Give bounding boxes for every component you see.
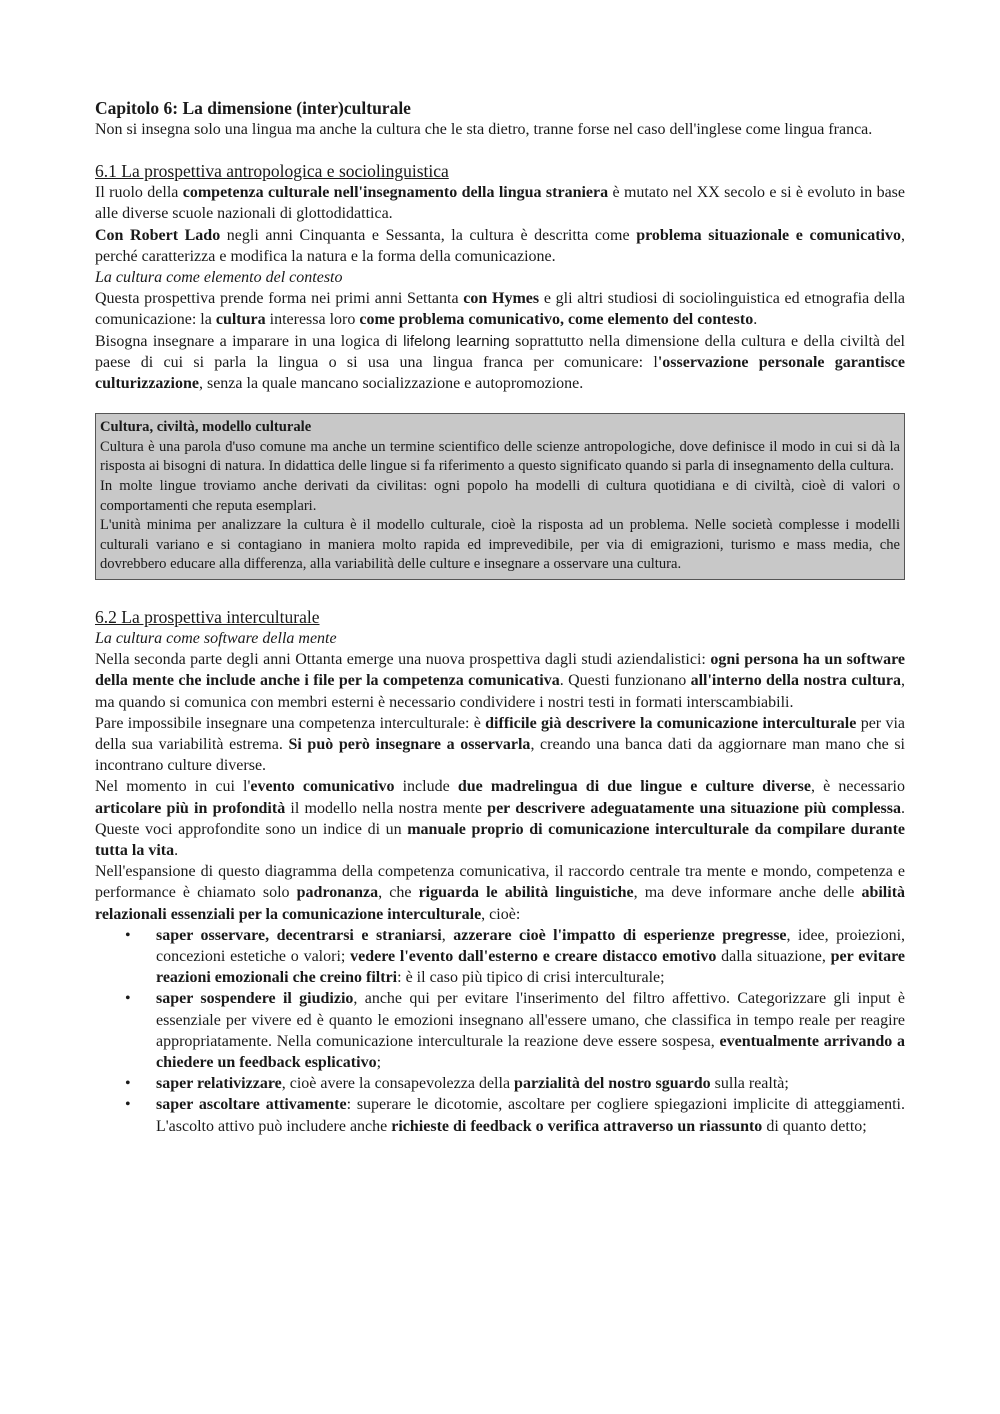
paragraph: Pare impossibile insegnare una competenza interculturale: è difficile già descrivere la comunicazione interculturale per via della sua variabilità estrema. Si può però insegnare a osservarla, creando una banca dati da aggiornare man mano che si incontrano culture diverse. [95, 714, 906, 775]
box-title: Cultura, civiltà, modello culturale [100, 419, 312, 436]
paragraph: Nella seconda parte degli anni Ottanta emerge una nuova prospettiva dagli studi aziendalistici: ogni persona ha un software della mente che include anche i file per la competenza comunicativa. Questi funzionano all'interno della nostra cultura, ma quando si comunica con membri esterni è necessario condividere i nostri testi in formati interscambiabili. [95, 651, 906, 711]
subsection-title: La cultura come elemento del contesto [95, 269, 343, 287]
section-title-6-2: 6.2 La prospettiva interculturale [95, 606, 320, 627]
paragraph: Nel momento in cui l'evento comunicativo include due madrelingua di due lingue e culture diverse, è necessario articolare più in profondità il modello nella nostra mente per descrivere adeguatamente una situazione più complessa. Queste voci approfondite sono un indice di un manuale proprio di comunicazione interculturale da compilare durante tutta la vita. [95, 778, 906, 860]
chapter-title: Capitolo 6: La dimensione (inter)culturale [95, 98, 411, 118]
list-item: • saper relativizzare, cioè avere la consapevolezza della parzialità del nostro sguardo sulla realtà; [95, 1073, 905, 1094]
box-paragraph: Cultura è una parola d'uso comune ma anche un termine scientifico delle scienze antropologiche, dove definisce il modo in cui si dà la risposta ai bisogni di natura. In didattica delle lingue si fa riferimento a questo significato quando si parla di insegnamento della cultura. [100, 438, 900, 475]
list-item: • saper osservare, decentrarsi e straniarsi, azzerare cioè l'impatto di esperienze pregresse, idee, proiezioni, concezioni estetiche o valori; vedere l'evento dall'esterno e creare distacco emotivo dalla situazione, per evitare reazioni emozionali che creino filtri: è il caso più tipico di crisi interculturale; [125, 926, 906, 987]
box-paragraph: In molte lingue troviamo anche derivati da civilitas: ogni popolo ha modelli di cultura quotidiana e di civiltà, cioè di valori o comportamenti che reputa esemplari. [100, 478, 900, 514]
subsection-title: La cultura come software della mente [95, 629, 337, 647]
bullet-list [95, 925, 905, 1137]
list-item: • saper ascoltare attivamente: superare le dicotomie, ascoltare per cogliere spiegazioni implicite di atteggiamenti. L'ascolto attivo può includere anche richieste di feedback o verifica attraverso un riassunto di quanto detto; [125, 1096, 905, 1135]
paragraph: Nell'espansione di questo diagramma della competenza comunicativa, il raccordo centrale tra mente e mondo, competenza e performance è chiamato solo padronanza, che riguarda le abilità linguistiche, ma deve informare anche delle abilità relazionali essenziali per la comunicazione interculturale, cioè: [95, 863, 906, 923]
section-title-6-1: 6.1 La prospettiva antropologica e sociolinguistica [95, 161, 449, 182]
document-page [95, 97, 905, 1137]
paragraph: Questa prospettiva prende forma nei primi anni Settanta con Hymes e gli altri studiosi di sociolinguistica ed etnografia della comunicazione: la cultura interessa loro come problema comunicativo, come elemento del contesto. [95, 290, 906, 329]
bullet-icon: • [125, 990, 131, 1008]
info-box [95, 413, 905, 580]
box-paragraph: L'unità minima per analizzare la cultura è il modello culturale, cioè la risposta ad un problema. Nelle società complesse i modelli culturali variano e si contagiano in maniera molto rapida ed imprevedibile, per via di emigrazioni, turismo e mass media, che dovrebbero educare alla differenza, alla variabilità delle culture e insegnare a osservare una cultura. [100, 517, 900, 573]
paragraph: Con Robert Lado negli anni Cinquanta e Sessanta, la cultura è descritta come problema situazionale e comunicativo, perché caratterizza e modifica la natura e la forma della comunicazione. [95, 226, 905, 265]
list-item: • saper sospendere il giudizio, anche qui per evitare l'inserimento del filtro affettivo. Categorizzare gli input è essenziale per vivere ed è quanto le emozioni insegnano all'essere umano, che classifica in tempo reale per reagire appropriatamente. Nella comunicazione interculturale la reazione deve essere sospesa, eventualmente arrivando a chiedere un feedback esplicativo; [125, 990, 906, 1072]
paragraph: Il ruolo della competenza culturale nell'insegnamento della lingua straniera è mutato nel XX secolo e si è evoluto in base alle diverse scuole nazionali di glottodidattica. [95, 184, 905, 223]
paragraph: Bisogna insegnare a imparare in una logica di lifelong learning soprattutto nella dimensione della cultura e della civiltà del paese di cui si parla la lingua o si usa una lingua franca per comunicare: l'osservazione personale garantisce culturizzazione, senza la quale mancano socializzazione e autopromozione. [95, 332, 906, 393]
chapter-intro: Non si insegna solo una lingua ma anche la cultura che le sta dietro, tranne forse nel caso dell'inglese come lingua franca. [95, 121, 873, 138]
bullet-icon: • [125, 1075, 131, 1093]
bullet-icon: • [125, 1096, 131, 1114]
bullet-icon: • [125, 926, 131, 944]
